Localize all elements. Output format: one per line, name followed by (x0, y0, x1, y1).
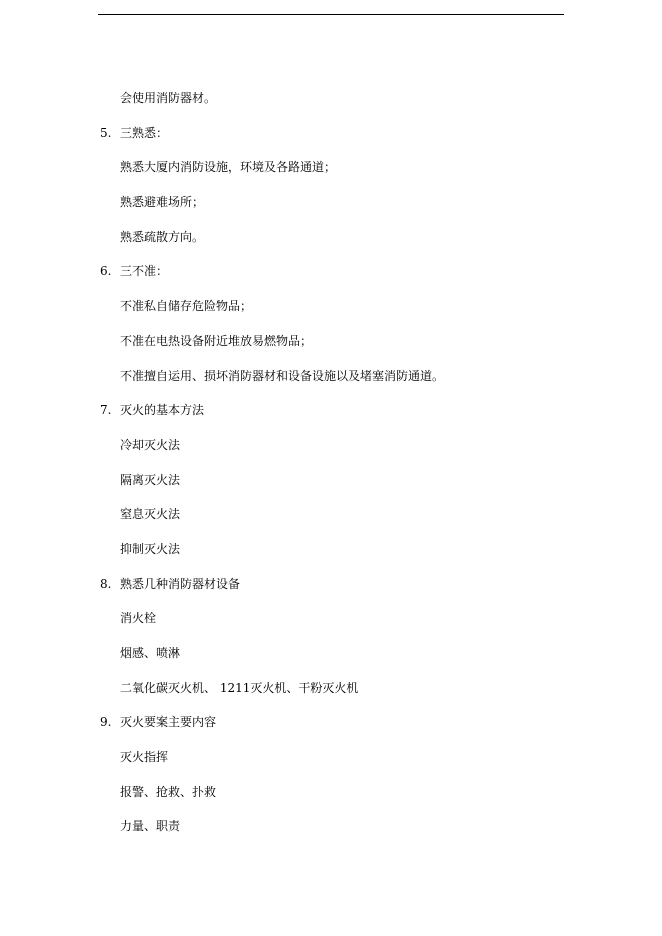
list-item (0, 433, 662, 468)
list-item (0, 155, 662, 190)
section-heading (0, 121, 662, 156)
list-item (0, 676, 662, 711)
list-item-text: 二氧化碳灭火机、 1211灭火机、干粉灭火机 (120, 680, 359, 695)
list-item-text: 消火栓 (120, 611, 157, 626)
list-item (0, 502, 662, 537)
list-item-text: 抑制灭火法 (120, 541, 181, 556)
list-item (0, 606, 662, 641)
section-number: 7. (100, 403, 112, 418)
list-item (0, 641, 662, 676)
list-item-text: 熟悉大厦内消防设施，环境及各路通道； (120, 160, 337, 175)
list-item-text: 烟感、喷淋 (120, 646, 181, 660)
list-item (0, 468, 662, 503)
section-heading-text: 熟悉几种消防器材设备 (120, 576, 241, 591)
section-number: 9. (100, 715, 112, 730)
section-heading-text: 灭火的基本方法 (120, 403, 205, 418)
list-item-text: 不准在电热设备附近堆放易燃物品； (120, 333, 313, 348)
list-item (0, 364, 662, 399)
section-number: 6. (100, 264, 112, 279)
section-number: 5. (100, 125, 112, 140)
list-item (0, 86, 662, 121)
section-heading (0, 572, 662, 607)
list-item-text: 隔离灭火法 (120, 472, 181, 487)
list-item-text: 不准擅自运用、损坏消防器材和设备设施以及堵塞消防通道。 (120, 368, 445, 383)
list-item (0, 294, 662, 329)
section-heading (0, 398, 662, 433)
header-rule (98, 14, 564, 15)
list-item-text: 灭火指挥 (120, 750, 169, 765)
list-item (0, 329, 662, 364)
section-heading (0, 710, 662, 745)
section-heading-text: 三熟悉： (120, 125, 169, 140)
document-body (0, 86, 662, 849)
list-item-text: 熟悉避难场所； (120, 195, 205, 210)
list-item-text: 不准私自储存危险物品； (120, 299, 253, 314)
list-item-text: 冷却灭火法 (120, 437, 181, 452)
list-item-text: 报警、抢救、扑救 (120, 784, 217, 799)
section-heading-text: 灭火要案主要内容 (120, 715, 217, 730)
section-number: 8. (100, 576, 112, 591)
list-item (0, 225, 662, 260)
list-item-text: 力量、职责 (120, 819, 181, 834)
list-item-text: 窒息灭火法 (120, 507, 181, 522)
section-heading (0, 259, 662, 294)
section-heading-text: 三不准： (120, 264, 169, 279)
list-item (0, 190, 662, 225)
list-item-text: 熟悉疏散方向。 (120, 229, 205, 244)
list-item (0, 780, 662, 815)
list-item (0, 745, 662, 780)
list-item-text: 会使用消防器材。 (120, 91, 217, 105)
list-item (0, 537, 662, 572)
list-item (0, 814, 662, 849)
